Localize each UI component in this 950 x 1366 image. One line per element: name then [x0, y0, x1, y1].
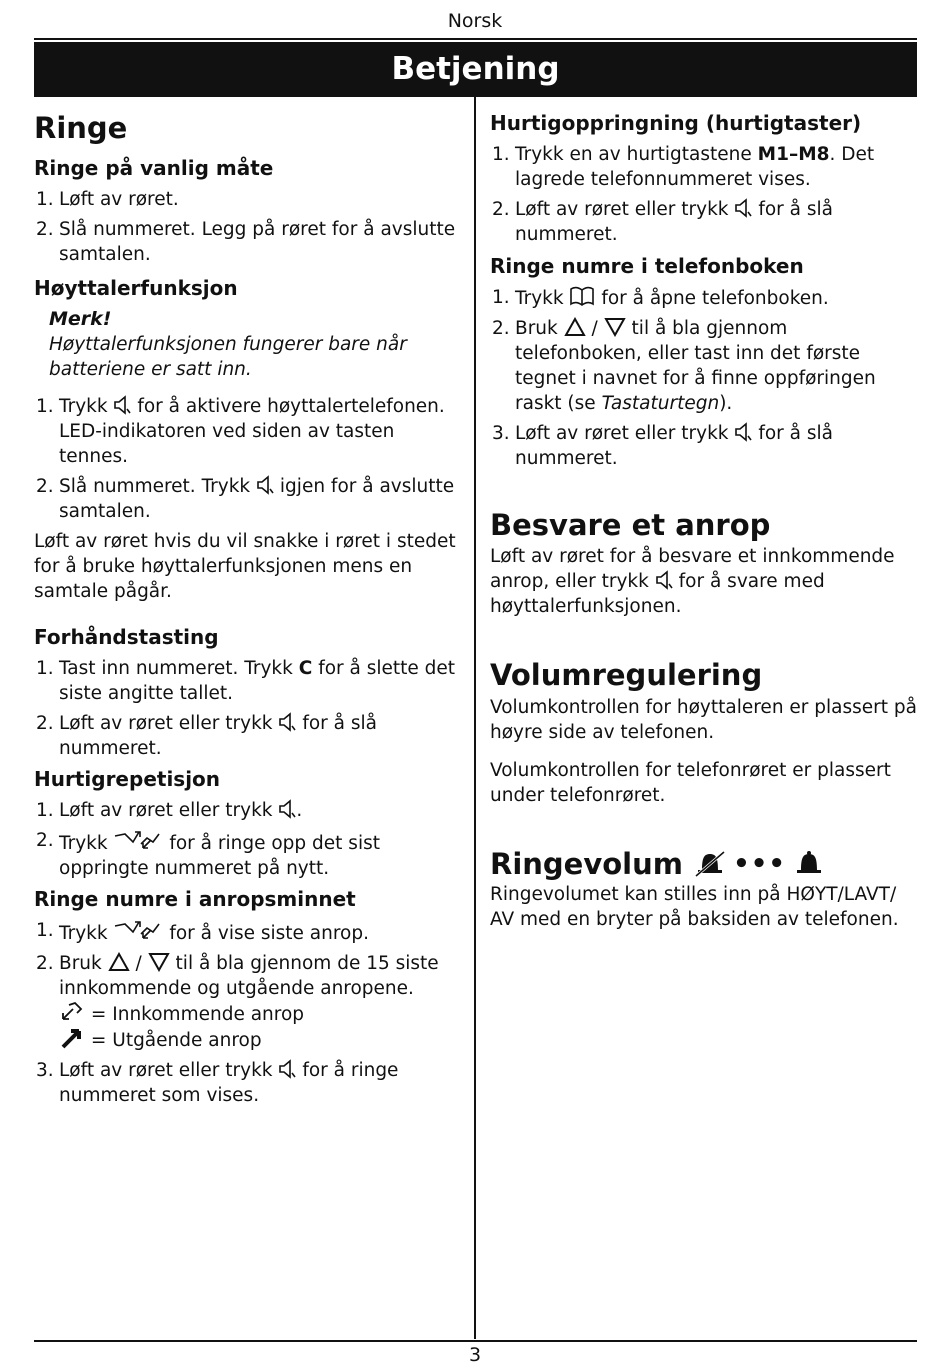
- bell-muted-icon: [692, 850, 728, 878]
- left-column: [34, 108, 464, 1113]
- column-divider: [474, 97, 476, 1339]
- speaker-icon: [734, 198, 752, 218]
- hoyttaler-paragraph: Løft av røret hvis du vil snakke i røret i stedet for å bruke høyttalerfunksjonen mens en samtale pågår.: [34, 531, 456, 602]
- cross-reference: Tastaturtegn: [601, 393, 720, 414]
- repetisjon-heading: Hurtigrepetisjon: [34, 767, 221, 791]
- speed-dial-keys: M1–M8: [757, 144, 830, 165]
- top-rule: [34, 38, 917, 40]
- besvare-text: Løft av røret for å besvare et innkommende anrop, eller trykk for å svare med høyttalerfunksjonen.: [490, 546, 895, 617]
- bell-icon: [791, 850, 827, 878]
- list-item: 1. Trykk for å vise siste anrop.: [36, 920, 370, 944]
- volum-p2: Volumkontrollen for telefonrøret er plassert under telefonrøret.: [490, 760, 891, 806]
- list-item: 3. Løft av røret eller trykk for å ringe nummeret som vises.: [36, 1060, 399, 1106]
- hoyttaler-list: [34, 394, 464, 524]
- redial-calllog-icon: [113, 828, 163, 852]
- forhand-list: [34, 656, 464, 761]
- hoyttaler-heading: Høyttalerfunksjon: [34, 276, 238, 300]
- list-item: 2. Løft av røret eller trykk for å slå nummeret.: [36, 713, 377, 759]
- list-item: 1. Trykk en av hurtigtastene M1–M8. Det lagrede telefonnummeret vises.: [492, 144, 875, 190]
- anropsminne-list: [34, 918, 464, 1108]
- phonebook-icon: [569, 285, 595, 307]
- telefonbok-heading: Ringe numre i telefonboken: [490, 254, 804, 278]
- section-banner: Betjening: [34, 42, 917, 97]
- list-item: 2. Slå nummeret. Legg på røret for å avslutte samtalen.: [36, 219, 456, 265]
- note-title: Merk!: [49, 308, 112, 330]
- list-item: 3. Løft av røret eller trykk for å slå nummeret.: [492, 423, 833, 469]
- bottom-rule: [34, 1340, 917, 1342]
- speaker-icon: [734, 422, 752, 442]
- list-item: 2. Bruk / til å bla gjennom telefonboken, eller tast inn det første tegnet i navnet for å finne oppføringen raskt (se Tastaturtegn).: [492, 318, 876, 414]
- list-item: 2. Bruk / til å bla gjennom de 15 siste innkommende og utgående anropene. = Innkommende anrop = Utgående anrop: [34, 951, 464, 1053]
- ringevolum-header: [490, 846, 920, 882]
- speaker-icon: [278, 799, 296, 819]
- hurtig-heading: Hurtigoppringning (hurtigtaster): [490, 111, 862, 135]
- vanlig-list: [34, 187, 464, 267]
- down-arrow-icon: [148, 952, 170, 972]
- outgoing-call-icon: [59, 1027, 85, 1049]
- legend-incoming: = Innkommende anrop: [59, 1001, 464, 1027]
- note-text: Høyttalerfunksjonen fungerer bare når batteriene er satt inn.: [49, 334, 407, 380]
- vanlig-heading: Ringe på vanlig måte: [34, 156, 274, 180]
- right-column: [490, 108, 920, 932]
- language-label: Norsk: [447, 10, 503, 32]
- list-item: 2. Slå nummeret. Trykk igjen for å avslutte samtalen.: [36, 476, 455, 522]
- note-box: [34, 307, 464, 382]
- legend-outgoing: = Utgående anrop: [59, 1027, 464, 1053]
- speaker-icon: [113, 395, 131, 415]
- redial-calllog-icon: [113, 918, 163, 942]
- key-c: C: [298, 658, 313, 679]
- page-number: 3: [468, 1344, 482, 1366]
- ringevolum-title: Ringevolum: [490, 847, 683, 881]
- down-arrow-icon: [604, 317, 626, 337]
- incoming-call-icon: [59, 1001, 85, 1023]
- list-item: 1. Tast inn nummeret. Trykk C for å slette det siste angitte tallet.: [36, 658, 456, 704]
- ringevolum-text: Ringevolumet kan stilles inn på HØYT/LAVT/ AV med en bryter på baksiden av telefonen.: [490, 884, 899, 930]
- volume-dots: •••: [733, 849, 787, 879]
- speaker-icon: [278, 1059, 296, 1079]
- ringe-title: Ringe: [34, 111, 128, 145]
- besvare-title: Besvare et anrop: [490, 508, 771, 542]
- speaker-icon: [655, 570, 673, 590]
- hurtig-list: [490, 142, 920, 247]
- list-item: 2. Trykk for å ringe opp det sist oppringte nummeret på nytt.: [36, 830, 380, 879]
- list-item: 1. Trykk for å aktivere høyttalertelefonen. LED-indikatoren ved siden av tasten tennes.: [36, 396, 445, 467]
- list-item: 1. Løft av røret.: [36, 189, 179, 210]
- volum-title: Volumregulering: [490, 658, 763, 692]
- speaker-icon: [256, 475, 274, 495]
- list-item: 1. Løft av røret eller trykk .: [36, 800, 303, 821]
- up-arrow-icon: [564, 317, 586, 337]
- repetisjon-list: [34, 798, 464, 881]
- forhand-heading: Forhåndstasting: [34, 625, 219, 649]
- speaker-icon: [278, 712, 296, 732]
- list-item: 1. Trykk for å åpne telefonboken.: [492, 287, 829, 309]
- up-arrow-icon: [108, 952, 130, 972]
- volum-p1: Volumkontrollen for høyttaleren er plassert på høyre side av telefonen.: [490, 697, 917, 743]
- anropsminne-heading: Ringe numre i anropsminnet: [34, 887, 356, 911]
- telefonbok-list: [490, 285, 920, 471]
- list-item: 2. Løft av røret eller trykk for å slå nummeret.: [492, 199, 833, 245]
